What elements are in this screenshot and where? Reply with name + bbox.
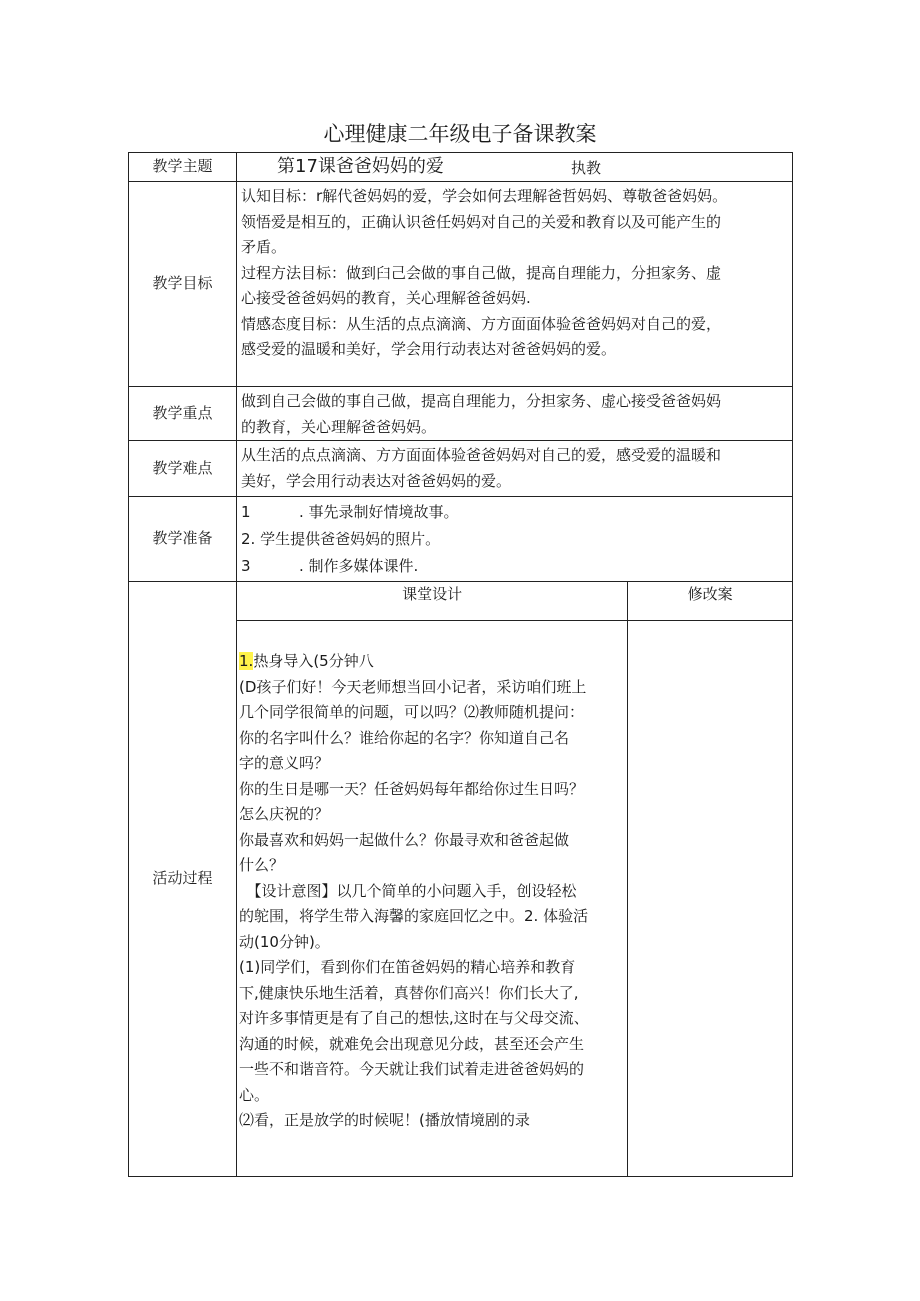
goals-label: 教学目标 xyxy=(129,182,237,387)
activity-row xyxy=(129,582,793,1177)
section-number: 1. xyxy=(239,652,254,670)
design-line: 几个同学很简单的问题，可以吗？⑵教师随机提问： xyxy=(239,703,585,721)
design-line: 下,健康快乐地生活着，真替你们高兴！你们长大了, xyxy=(239,983,579,1002)
difficulties-cell xyxy=(237,441,793,497)
difficulties-row xyxy=(129,441,793,497)
revision-header: 修改案 xyxy=(628,582,792,621)
preparation-row xyxy=(129,497,793,582)
difficulties-label: 教学难点 xyxy=(129,441,237,497)
preparation-cell xyxy=(237,497,793,582)
topic-cell xyxy=(237,153,793,182)
difficulties-line: 美好，学会用行动表达对爸爸妈妈的爱。 xyxy=(241,471,512,490)
preparation-item-number: 3 xyxy=(241,557,251,575)
design-line: 对许多事情更是有了自己的想怯,这时在与父母交流、 xyxy=(239,1009,589,1027)
key-points-label: 教学重点 xyxy=(129,387,237,441)
activity-body-row xyxy=(237,621,792,1177)
lesson-plan-table xyxy=(128,152,793,1177)
design-line: 你最喜欢和妈妈一起做什么？你最寻欢和爸爸起做 xyxy=(239,830,570,849)
goals-line: 认知目标：r解代爸妈妈的爱，学会如何去理解爸哲妈妈、尊敬爸爸妈妈。 xyxy=(241,187,728,205)
design-line: 【设计意图】以几个简单的小问题入手，创设轻松 xyxy=(239,881,577,900)
preparation-item-number: 1 xyxy=(241,503,251,521)
design-line: 怎么庆祝的？ xyxy=(239,805,330,823)
lesson-title: 第17课爸爸妈妈的爱 xyxy=(277,156,444,177)
goals-cell xyxy=(237,182,793,387)
design-line: 你的生日是哪一天？任爸妈妈每年都给你过生日吗？ xyxy=(239,779,585,798)
goals-line: 感受爱的温暖和美好，学会用行动表达对爸爸妈妈的爱。 xyxy=(241,340,617,358)
preparation-item-text: . 事先录制好情境故事。 xyxy=(299,503,459,521)
design-line: 字的意义吗？ xyxy=(239,754,330,772)
activity-cell xyxy=(237,582,793,1177)
goals-line: 矛盾。 xyxy=(241,238,287,256)
warmup-heading xyxy=(239,649,623,675)
goals-line: 过程方法目标：做到臼己会做的事自己做，提高自理能力，分担家务、虚 xyxy=(241,263,722,282)
topic-row xyxy=(129,153,793,182)
topic-label: 教学主题 xyxy=(129,153,237,182)
preparation-item-text: 2. 学生提供爸爸妈妈的照片。 xyxy=(241,530,441,548)
design-line: (1)同学们，看到你们在笛爸妈妈的精心培养和教育 xyxy=(239,958,576,976)
design-line: 一些不和谐音符。今天就让我们试着走进爸爸妈妈的 xyxy=(239,1060,585,1078)
key-points-line: 的教育，关心理解爸爸妈妈。 xyxy=(241,417,437,436)
design-line: 的鸵围，将学生带入海馨的家庭回忆之中。2. 体验活 xyxy=(239,907,589,925)
design-line: 心。 xyxy=(239,1085,270,1104)
revision-cell xyxy=(628,621,792,1177)
key-points-row xyxy=(129,387,793,441)
preparation-item-text: . 制作多媒体课件. xyxy=(299,557,419,575)
goals-row xyxy=(129,182,793,387)
activity-label: 活动过程 xyxy=(129,582,237,1177)
goals-line: 情感态度目标：从生活的点点滴滴、方方面面体验爸爸妈妈对自己的爱， xyxy=(241,314,722,333)
design-cell xyxy=(237,621,628,1177)
design-line: (D孩子们好！今天老师想当回小记者，采访咱们班上 xyxy=(239,677,587,696)
difficulties-line: 从生活的点点滴滴、方方面面体验爸爸妈妈对自己的爱，感受爱的温暖和 xyxy=(241,446,722,464)
preparation-item xyxy=(241,499,786,526)
design-header: 课堂设计 xyxy=(237,582,628,621)
design-line: 动(10分钟)。 xyxy=(239,932,330,951)
goals-line: 领悟爱是相互的，正确认识爸任妈妈对自己的关爱和教育以及可能产生的 xyxy=(241,212,722,231)
preparation-label: 教学准备 xyxy=(129,497,237,582)
key-points-cell xyxy=(237,387,793,441)
key-points-line: 做到自己会做的事自己做，提高自理能力，分担家务、虚心接受爸爸妈妈 xyxy=(241,392,722,410)
preparation-item xyxy=(241,553,786,580)
activity-header-row xyxy=(237,582,792,621)
design-line: 你的名字叫什么？谁给你起的名字？你知道自己名 xyxy=(239,728,570,747)
section-title: 热身导入(5分钟八 xyxy=(253,652,374,670)
preparation-item xyxy=(241,526,786,553)
executor-label: 执教 xyxy=(571,159,602,177)
design-line: 沟通的时候，就难免会出现意见分歧，甚至还会产生 xyxy=(239,1034,585,1053)
goals-line: 心接受爸爸妈妈的教育，关心理解爸爸妈妈. xyxy=(241,289,531,307)
design-line: ⑵看，正是放学的时候呢！(播放情境剧的录 xyxy=(239,1111,530,1129)
page-title: 心理健康二年级电子备课教案 xyxy=(323,122,597,146)
design-line: 什么？ xyxy=(239,856,285,874)
activity-inner-table xyxy=(237,582,792,1176)
